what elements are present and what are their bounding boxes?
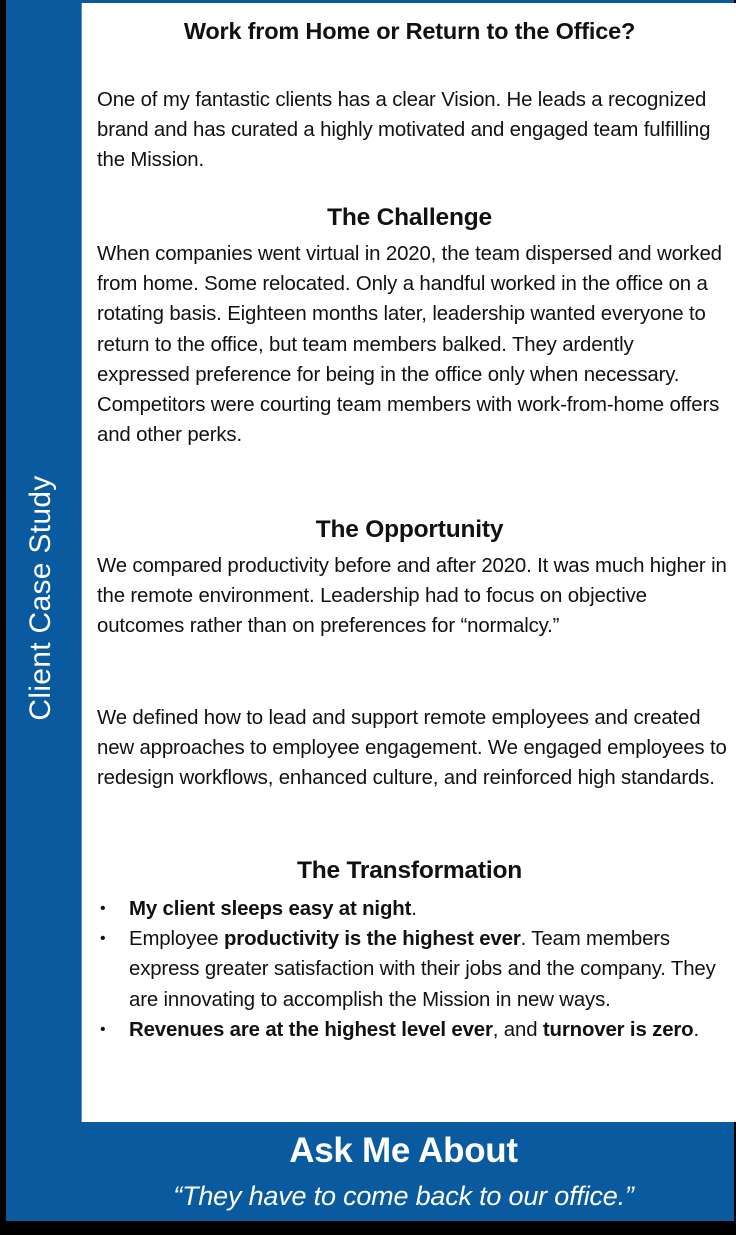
list-item [97, 894, 727, 924]
bullet-text: Employee productivity is the highest ever. Team members express greater satisfaction with their jobs and the company. They are innovating to accomplish the Mission in new ways. [129, 928, 716, 1011]
content-panel [81, 3, 736, 1122]
list-item [97, 924, 727, 1015]
page-title: Work from Home or Return to the Office? [183, 18, 636, 44]
bullet-text: My client sleeps easy at night. [129, 898, 417, 920]
side-label-text: Client Case Study [23, 475, 57, 721]
list-item [97, 1015, 727, 1045]
intro-paragraph: One of my fantastic clients has a clear Vision. He leads a recognized brand and has curated a highly motivated and engaged team fulfilling the Mission. [97, 89, 711, 172]
side-label-band [6, 0, 75, 1122]
transformation-heading: The Transformation [296, 857, 523, 884]
transformation-list [97, 894, 727, 1045]
opportunity-heading: The Opportunity [315, 516, 504, 543]
case-study-card [6, 0, 734, 1221]
footer-quote: “They have to come back to our office.” [173, 1181, 634, 1211]
bullet-icon: • [100, 900, 106, 917]
challenge-heading: The Challenge [327, 204, 492, 231]
challenge-paragraph: When companies went virtual in 2020, the team dispersed and worked from home. Some relocated. Only a handful worked in the office on a rotating basis. Eighteen months later, leadership wanted everyone to return to the office, but team members balked. They ardently expressed preference for being in the office only when necessary. Competitors were courting team members with work-from-home offers and other perks. [97, 243, 722, 447]
bullet-text: Revenues are at the highest level ever, and turnover is zero. [129, 1018, 699, 1041]
opportunity-paragraph-1: We compared productivity before and after 2020. It was much higher in the remote environment. Leadership had to focus on objective outcomes rather than on preferences for “normalcy.” [97, 555, 727, 638]
opportunity-paragraph-2: We defined how to lead and support remote employees and created new approaches to employee engagement. We engaged employees to redesign workflows, enhanced culture, and reinforced high standards. [97, 707, 727, 790]
bullet-icon: • [100, 930, 106, 948]
bullet-icon: • [100, 1020, 106, 1038]
footer-title: Ask Me About [289, 1131, 518, 1170]
